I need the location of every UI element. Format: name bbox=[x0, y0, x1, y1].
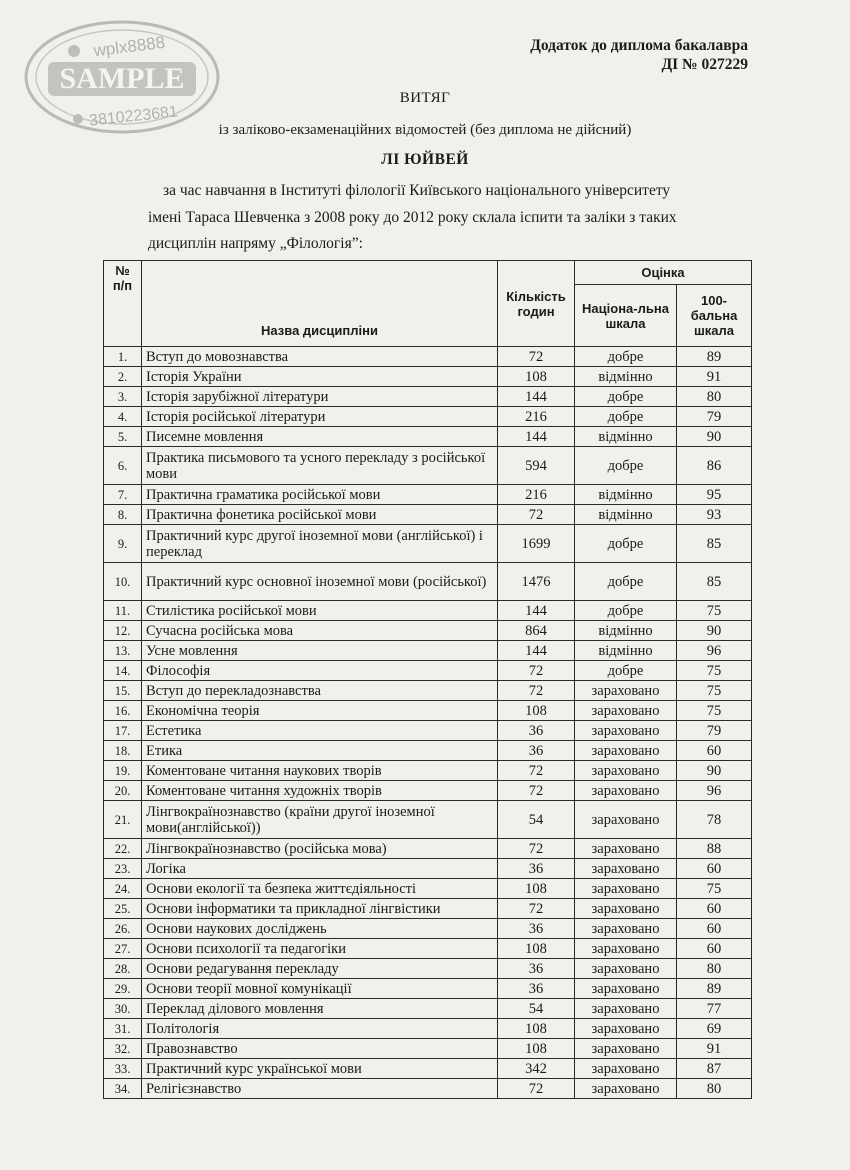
row-number: 20. bbox=[104, 781, 142, 801]
hours-cell: 342 bbox=[498, 1059, 575, 1079]
national-grade-cell: зараховано bbox=[575, 879, 677, 899]
table-row bbox=[104, 939, 752, 959]
discipline-name: Сучасна російська мова bbox=[142, 621, 498, 641]
national-grade-cell: зараховано bbox=[575, 681, 677, 701]
table-row bbox=[104, 741, 752, 761]
stamp-bottom-text: 3810223681 bbox=[88, 103, 179, 130]
row-number: 10. bbox=[104, 563, 142, 601]
hours-cell: 72 bbox=[498, 781, 575, 801]
national-grade-cell: зараховано bbox=[575, 741, 677, 761]
hours-cell: 72 bbox=[498, 347, 575, 367]
discipline-name: Основи наукових досліджень bbox=[142, 919, 498, 939]
national-grade-cell: відмінно bbox=[575, 367, 677, 387]
hours-cell: 72 bbox=[498, 1079, 575, 1099]
document-title: ВИТЯГ bbox=[399, 90, 451, 106]
national-grade-cell: добре bbox=[575, 525, 677, 563]
table-row bbox=[104, 641, 752, 661]
hours-cell: 108 bbox=[498, 939, 575, 959]
intro-line-3: дисциплін напряму „Філологія”: bbox=[148, 235, 363, 252]
row-number: 4. bbox=[104, 407, 142, 427]
row-number: 2. bbox=[104, 367, 142, 387]
discipline-name: Економічна теорія bbox=[142, 701, 498, 721]
discipline-name: Практична фонетика російської мови bbox=[142, 505, 498, 525]
row-number: 13. bbox=[104, 641, 142, 661]
discipline-name: Політологія bbox=[142, 1019, 498, 1039]
discipline-name: Основи психології та педагогіки bbox=[142, 939, 498, 959]
hours-cell: 54 bbox=[498, 999, 575, 1019]
table-row bbox=[104, 701, 752, 721]
hours-cell: 54 bbox=[498, 801, 575, 839]
row-number: 3. bbox=[104, 387, 142, 407]
points-cell: 75 bbox=[677, 879, 752, 899]
row-number: 17. bbox=[104, 721, 142, 741]
discipline-name: Основи редагування перекладу bbox=[142, 959, 498, 979]
national-grade-cell: відмінно bbox=[575, 641, 677, 661]
points-cell: 75 bbox=[677, 701, 752, 721]
document-subtitle: із заліково-екзаменаційних відомостей (без диплома не дійсний) bbox=[218, 122, 632, 138]
table-row bbox=[104, 761, 752, 781]
discipline-name: Логіка bbox=[142, 859, 498, 879]
row-number: 14. bbox=[104, 661, 142, 681]
discipline-name: Лінгвокраїнознавство (країни другої іноземної мови(англійської)) bbox=[142, 801, 498, 839]
national-grade-cell: добре bbox=[575, 661, 677, 681]
row-number: 33. bbox=[104, 1059, 142, 1079]
hours-cell: 72 bbox=[498, 505, 575, 525]
grades-table-body bbox=[104, 347, 752, 1099]
points-cell: 96 bbox=[677, 641, 752, 661]
row-number: 5. bbox=[104, 427, 142, 447]
hours-cell: 216 bbox=[498, 407, 575, 427]
row-number: 24. bbox=[104, 879, 142, 899]
grades-table bbox=[103, 260, 752, 1099]
hours-cell: 36 bbox=[498, 919, 575, 939]
points-cell: 87 bbox=[677, 1059, 752, 1079]
table-row bbox=[104, 721, 752, 741]
row-number: 31. bbox=[104, 1019, 142, 1039]
discipline-name: Етика bbox=[142, 741, 498, 761]
points-cell: 60 bbox=[677, 899, 752, 919]
header-points-scale: 100-бальна шкала bbox=[677, 285, 752, 347]
points-cell: 78 bbox=[677, 801, 752, 839]
table-row bbox=[104, 959, 752, 979]
discipline-name: Вступ до перекладознавства bbox=[142, 681, 498, 701]
hours-cell: 108 bbox=[498, 879, 575, 899]
table-row bbox=[104, 563, 752, 601]
header-national-scale: Націона-льна шкала bbox=[575, 285, 677, 347]
table-row bbox=[104, 447, 752, 485]
hours-cell: 36 bbox=[498, 979, 575, 999]
discipline-name: Історія України bbox=[142, 367, 498, 387]
table-row bbox=[104, 601, 752, 621]
row-number: 26. bbox=[104, 919, 142, 939]
discipline-name: Історія зарубіжної літератури bbox=[142, 387, 498, 407]
row-number: 6. bbox=[104, 447, 142, 485]
points-cell: 60 bbox=[677, 859, 752, 879]
national-grade-cell: зараховано bbox=[575, 959, 677, 979]
row-number: 18. bbox=[104, 741, 142, 761]
hours-cell: 36 bbox=[498, 721, 575, 741]
hours-cell: 864 bbox=[498, 621, 575, 641]
table-row bbox=[104, 661, 752, 681]
table-row bbox=[104, 999, 752, 1019]
points-cell: 75 bbox=[677, 661, 752, 681]
table-row bbox=[104, 505, 752, 525]
row-number: 22. bbox=[104, 839, 142, 859]
discipline-name: Коментоване читання наукових творів bbox=[142, 761, 498, 781]
discipline-name: Естетика bbox=[142, 721, 498, 741]
hours-cell: 108 bbox=[498, 1039, 575, 1059]
national-grade-cell: зараховано bbox=[575, 1039, 677, 1059]
points-cell: 96 bbox=[677, 781, 752, 801]
discipline-name: Вступ до мовознавства bbox=[142, 347, 498, 367]
points-cell: 79 bbox=[677, 721, 752, 741]
points-cell: 95 bbox=[677, 485, 752, 505]
discipline-name: Основи інформатики та прикладної лінгвістики bbox=[142, 899, 498, 919]
student-name: ЛІ ЮЙВЕЙ bbox=[381, 151, 469, 168]
discipline-name: Основи екології та безпека життєдіяльності bbox=[142, 879, 498, 899]
discipline-name: Коментоване читання художніх творів bbox=[142, 781, 498, 801]
national-grade-cell: зараховано bbox=[575, 1059, 677, 1079]
discipline-name: Правознавство bbox=[142, 1039, 498, 1059]
national-grade-cell: зараховано bbox=[575, 859, 677, 879]
header-line-2: ДІ № 027229 bbox=[661, 56, 748, 73]
table-row bbox=[104, 781, 752, 801]
stamp-top-text: wplx8888 bbox=[92, 32, 167, 61]
points-cell: 79 bbox=[677, 407, 752, 427]
hours-cell: 1476 bbox=[498, 563, 575, 601]
discipline-name: Історія російської літератури bbox=[142, 407, 498, 427]
hours-cell: 108 bbox=[498, 701, 575, 721]
points-cell: 85 bbox=[677, 525, 752, 563]
national-grade-cell: зараховано bbox=[575, 721, 677, 741]
points-cell: 85 bbox=[677, 563, 752, 601]
points-cell: 88 bbox=[677, 839, 752, 859]
row-number: 9. bbox=[104, 525, 142, 563]
header-line-1: Додаток до диплома бакалавра bbox=[530, 37, 748, 54]
discipline-name: Лінгвокраїнознавство (російська мова) bbox=[142, 839, 498, 859]
discipline-name: Практичний курс основної іноземної мови (російської) bbox=[142, 563, 498, 601]
table-row bbox=[104, 801, 752, 839]
national-grade-cell: зараховано bbox=[575, 919, 677, 939]
national-grade-cell: добре bbox=[575, 347, 677, 367]
discipline-name: Практичний курс другої іноземної мови (англійської) і переклад bbox=[142, 525, 498, 563]
discipline-name: Філософія bbox=[142, 661, 498, 681]
discipline-name: Практичний курс української мови bbox=[142, 1059, 498, 1079]
points-cell: 86 bbox=[677, 447, 752, 485]
hours-cell: 36 bbox=[498, 959, 575, 979]
row-number: 29. bbox=[104, 979, 142, 999]
national-grade-cell: зараховано bbox=[575, 781, 677, 801]
national-grade-cell: зараховано bbox=[575, 1079, 677, 1099]
national-grade-cell: добре bbox=[575, 447, 677, 485]
table-row bbox=[104, 387, 752, 407]
discipline-name: Релігієзнавство bbox=[142, 1079, 498, 1099]
national-grade-cell: відмінно bbox=[575, 485, 677, 505]
table-row bbox=[104, 681, 752, 701]
points-cell: 93 bbox=[677, 505, 752, 525]
points-cell: 91 bbox=[677, 367, 752, 387]
header-grade: Оцінка bbox=[575, 261, 752, 285]
national-grade-cell: відмінно bbox=[575, 505, 677, 525]
intro-line-1: за час навчання в Інституті філології Київського національного університету bbox=[163, 182, 671, 199]
row-number: 21. bbox=[104, 801, 142, 839]
table-row bbox=[104, 525, 752, 563]
national-grade-cell: зараховано bbox=[575, 839, 677, 859]
national-grade-cell: зараховано bbox=[575, 701, 677, 721]
row-number: 12. bbox=[104, 621, 142, 641]
row-number: 25. bbox=[104, 899, 142, 919]
row-number: 32. bbox=[104, 1039, 142, 1059]
table-row bbox=[104, 839, 752, 859]
discipline-name: Писемне мовлення bbox=[142, 427, 498, 447]
table-row bbox=[104, 979, 752, 999]
header-hours: Кількість годин bbox=[498, 261, 575, 347]
table-row bbox=[104, 919, 752, 939]
hours-cell: 144 bbox=[498, 641, 575, 661]
discipline-name: Основи теорії мовної комунікації bbox=[142, 979, 498, 999]
table-row bbox=[104, 1019, 752, 1039]
hours-cell: 36 bbox=[498, 741, 575, 761]
hours-cell: 108 bbox=[498, 1019, 575, 1039]
row-number: 16. bbox=[104, 701, 142, 721]
hours-cell: 216 bbox=[498, 485, 575, 505]
national-grade-cell: добре bbox=[575, 387, 677, 407]
national-grade-cell: зараховано bbox=[575, 801, 677, 839]
points-cell: 60 bbox=[677, 741, 752, 761]
row-number: 11. bbox=[104, 601, 142, 621]
row-number: 23. bbox=[104, 859, 142, 879]
points-cell: 77 bbox=[677, 999, 752, 1019]
points-cell: 89 bbox=[677, 347, 752, 367]
table-row bbox=[104, 407, 752, 427]
hours-cell: 72 bbox=[498, 661, 575, 681]
national-grade-cell: добре bbox=[575, 563, 677, 601]
table-row bbox=[104, 485, 752, 505]
table-row bbox=[104, 1079, 752, 1099]
sample-stamp bbox=[22, 18, 222, 136]
row-number: 1. bbox=[104, 347, 142, 367]
points-cell: 91 bbox=[677, 1039, 752, 1059]
points-cell: 75 bbox=[677, 681, 752, 701]
points-cell: 90 bbox=[677, 427, 752, 447]
discipline-name: Переклад ділового мовлення bbox=[142, 999, 498, 1019]
discipline-name: Стилістика російської мови bbox=[142, 601, 498, 621]
row-number: 7. bbox=[104, 485, 142, 505]
points-cell: 90 bbox=[677, 761, 752, 781]
intro-line-2: імені Тараса Шевченка з 2008 року до 2012 року склала іспити та заліки з таких bbox=[148, 208, 677, 226]
table-row bbox=[104, 427, 752, 447]
national-grade-cell: зараховано bbox=[575, 1019, 677, 1039]
diploma-header bbox=[530, 36, 748, 74]
hours-cell: 144 bbox=[498, 427, 575, 447]
discipline-name: Практика письмового та усного перекладу з російської мови bbox=[142, 447, 498, 485]
header-name: Назва дисципліни bbox=[142, 261, 498, 347]
table-row bbox=[104, 899, 752, 919]
national-grade-cell: добре bbox=[575, 601, 677, 621]
points-cell: 89 bbox=[677, 979, 752, 999]
points-cell: 69 bbox=[677, 1019, 752, 1039]
hours-cell: 144 bbox=[498, 601, 575, 621]
national-grade-cell: зараховано bbox=[575, 761, 677, 781]
hours-cell: 72 bbox=[498, 899, 575, 919]
table-row bbox=[104, 879, 752, 899]
row-number: 19. bbox=[104, 761, 142, 781]
table-row bbox=[104, 367, 752, 387]
points-cell: 80 bbox=[677, 387, 752, 407]
hours-cell: 144 bbox=[498, 387, 575, 407]
national-grade-cell: відмінно bbox=[575, 427, 677, 447]
points-cell: 60 bbox=[677, 919, 752, 939]
national-grade-cell: відмінно bbox=[575, 621, 677, 641]
table-row bbox=[104, 1039, 752, 1059]
national-grade-cell: зараховано bbox=[575, 979, 677, 999]
points-cell: 90 bbox=[677, 621, 752, 641]
hours-cell: 108 bbox=[498, 367, 575, 387]
intro-paragraph bbox=[148, 178, 748, 258]
national-grade-cell: добре bbox=[575, 407, 677, 427]
hours-cell: 36 bbox=[498, 859, 575, 879]
hours-cell: 594 bbox=[498, 447, 575, 485]
header-num: № п/п bbox=[104, 261, 142, 347]
discipline-name: Усне мовлення bbox=[142, 641, 498, 661]
row-number: 34. bbox=[104, 1079, 142, 1099]
row-number: 8. bbox=[104, 505, 142, 525]
row-number: 28. bbox=[104, 959, 142, 979]
table-row bbox=[104, 1059, 752, 1079]
points-cell: 80 bbox=[677, 1079, 752, 1099]
national-grade-cell: зараховано bbox=[575, 939, 677, 959]
points-cell: 80 bbox=[677, 959, 752, 979]
discipline-name: Практична граматика російської мови bbox=[142, 485, 498, 505]
hours-cell: 72 bbox=[498, 839, 575, 859]
hours-cell: 72 bbox=[498, 761, 575, 781]
table-row bbox=[104, 621, 752, 641]
points-cell: 75 bbox=[677, 601, 752, 621]
table-row bbox=[104, 347, 752, 367]
national-grade-cell: зараховано bbox=[575, 899, 677, 919]
row-number: 15. bbox=[104, 681, 142, 701]
row-number: 30. bbox=[104, 999, 142, 1019]
row-number: 27. bbox=[104, 939, 142, 959]
national-grade-cell: зараховано bbox=[575, 999, 677, 1019]
hours-cell: 1699 bbox=[498, 525, 575, 563]
table-row bbox=[104, 859, 752, 879]
hours-cell: 72 bbox=[498, 681, 575, 701]
stamp-main-text: SAMPLE bbox=[59, 62, 185, 95]
points-cell: 60 bbox=[677, 939, 752, 959]
